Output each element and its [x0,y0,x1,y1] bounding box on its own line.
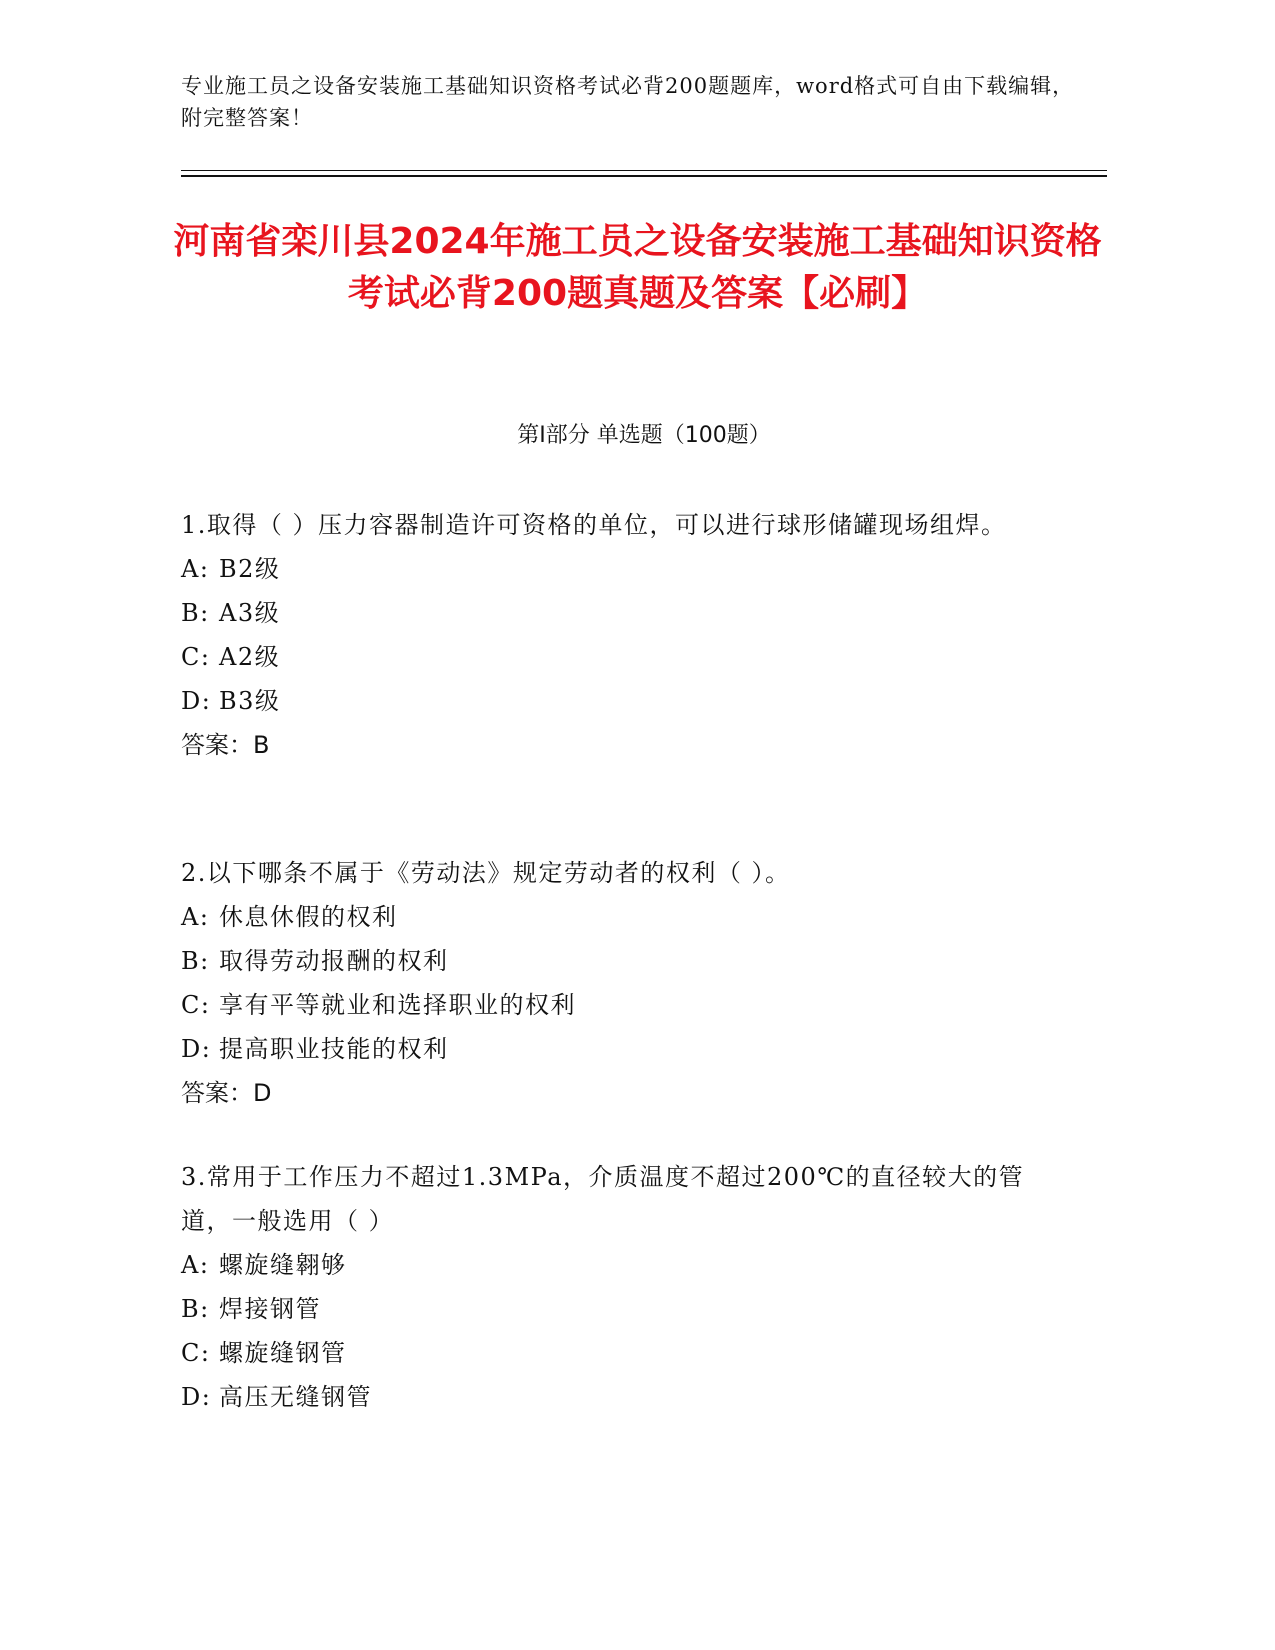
header-divider-top [181,170,1107,171]
option-text: A3级 [219,599,281,627]
option-text: 提高职业技能的权利 [219,1035,449,1063]
option-b [181,591,1041,635]
option-text: 螺旋缝翱够 [219,1251,347,1279]
option-c [181,983,1041,1027]
document-title: 河南省栾川县2024年施工员之设备安装施工基础知识资格考试必背200题真题及答案【必刷】 [173,221,1102,314]
question-3 [181,1155,1041,1419]
header-divider-bottom [181,175,1107,177]
option-label: C: [181,991,211,1019]
question-1 [181,503,1041,767]
option-c [181,1331,1041,1375]
option-d [181,1027,1041,1071]
question-stem: 2.以下哪条不属于《劳动法》规定劳动者的权利（ ）。 [181,859,791,887]
option-d [181,1375,1041,1419]
option-text: 焊接钢管 [219,1295,321,1323]
option-text: B3级 [219,687,281,715]
option-text: 螺旋缝钢管 [219,1339,347,1367]
section-title: 第I部分 单选题（100题） [517,423,771,448]
option-text: 取得劳动报酬的权利 [219,947,449,975]
option-label: A: [181,903,210,931]
option-label: D: [181,1383,212,1411]
option-label: C: [181,1339,211,1367]
question-stem: 1.取得（ ）压力容器制造许可资格的单位，可以进行球形储罐现场组焊。 [181,511,1007,539]
option-b [181,1287,1041,1331]
option-text: B2级 [219,555,281,583]
option-text: A2级 [219,643,281,671]
option-d [181,679,1041,723]
option-label: B: [181,599,210,627]
question-stem: 3.常用于工作压力不超过1.3MPa，介质温度不超过200℃的直径较大的管道，一般选用（ ） [181,1163,1025,1235]
option-a [181,547,1041,591]
header-note: 专业施工员之设备安装施工基础知识资格考试必背200题题库，word格式可自由下载编辑，附完整答案！ [181,74,1075,130]
option-b [181,939,1041,983]
option-text: 休息休假的权利 [219,903,398,931]
option-c [181,635,1041,679]
option-label: D: [181,687,212,715]
option-text: 享有平等就业和选择职业的权利 [219,991,576,1019]
option-text: 高压无缝钢管 [219,1383,372,1411]
option-label: D: [181,1035,212,1063]
option-label: B: [181,947,210,975]
option-label: A: [181,555,210,583]
option-label: A: [181,1251,210,1279]
option-a [181,1243,1041,1287]
answer: 答案：D [181,1079,272,1107]
option-label: B: [181,1295,210,1323]
option-a [181,895,1041,939]
option-label: C: [181,643,211,671]
answer: 答案：B [181,731,270,759]
question-2 [181,851,1041,1115]
